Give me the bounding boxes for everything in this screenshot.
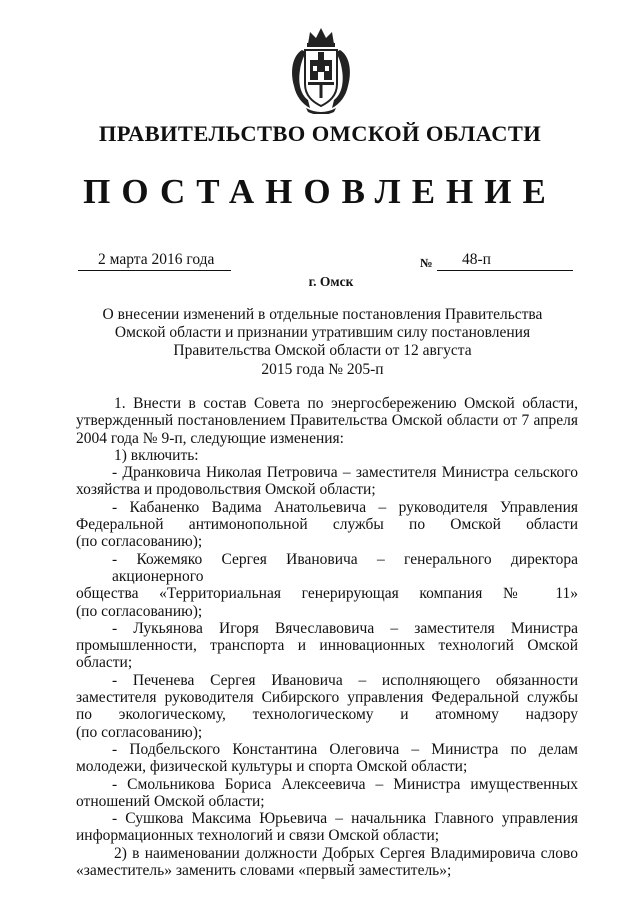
body-line: Федеральной антимонопольной службы по Омской области <box>76 516 578 534</box>
government-title: ПРАВИТЕЛЬСТВО ОМСКОЙ ОБЛАСТИ <box>98 121 542 146</box>
body-line: молодежи, физической культуры и спорта Омской области; <box>76 758 468 776</box>
body-line: 2) в наименовании должности Добрых Сергея Владимировича слово <box>114 844 578 862</box>
subject-line: Правительства Омской области от 12 августа <box>173 342 472 360</box>
body-line: информационных технологий и связи Омской области; <box>76 827 440 845</box>
body-line: - Дранковича Николая Петровича – заместителя Министра сельского <box>112 464 578 482</box>
body-line: «заместитель» заменить словами «первый заместитель»; <box>76 862 452 880</box>
body-line: 1) включить: <box>114 446 199 464</box>
city-name: г. Омск <box>308 274 354 289</box>
body-line: общества «Территориальная генерирующая компания № 11» <box>76 585 578 603</box>
body-line: (по согласованию); <box>76 533 203 551</box>
coat-of-arms-icon <box>288 26 354 114</box>
document-type-title: ПОСТАНОВЛЕНИЕ <box>83 172 557 211</box>
document-body <box>76 395 578 879</box>
body-line: по экологическому, технологическому и атомному надзору <box>76 706 578 724</box>
document-number: 48-п <box>462 251 491 268</box>
body-line: хозяйства и продовольствия Омской области; <box>76 481 376 499</box>
body-line: 2004 года № 9-п, следующие изменения: <box>76 429 344 447</box>
body-line: - Подбельского Константина Олеговича – Министра по делам <box>112 740 578 758</box>
date-field <box>78 252 231 271</box>
number-field <box>437 252 573 271</box>
number-label: № <box>420 256 433 270</box>
body-line: 1. Внести в состав Совета по энергосбережению Омской области, <box>114 395 578 412</box>
body-line: заместителя руководителя Сибирского управления Федеральной службы <box>76 689 578 707</box>
body-line: (по согласованию); <box>76 602 203 620</box>
subject-line: О внесении изменений в отдельные постановления Правительства <box>102 306 543 323</box>
body-line: - Сушкова Максима Юрьевича – начальника Главного управления <box>112 810 578 828</box>
body-line: - Печенева Сергея Ивановича – исполняющего обязанности <box>112 671 578 689</box>
body-line: отношений Омской области; <box>76 792 265 810</box>
body-line: промышленности, транспорта и инновационных технологий Омской области; <box>76 637 578 672</box>
document-date: 2 марта 2016 года <box>98 251 215 268</box>
body-line: - Лукьянова Игоря Вячеславовича – заместителя Министра <box>112 619 578 637</box>
document-subject <box>90 306 555 379</box>
body-line: - Кабаненко Вадима Анатольевича – руководителя Управления <box>112 498 578 516</box>
body-line: - Кожемяко Сергея Ивановича – генерального директора акционерного <box>112 550 578 585</box>
body-line: - Смольникова Бориса Алексеевича – Министра имущественных <box>112 775 578 793</box>
body-line: утвержденный постановлением Правительства Омской области от 7 апреля <box>76 412 578 430</box>
body-line: (по согласованию); <box>76 723 203 741</box>
subject-line: 2015 года № 205-п <box>261 360 384 378</box>
subject-line: Омской области и признании утратившим силу постановления <box>114 324 531 342</box>
